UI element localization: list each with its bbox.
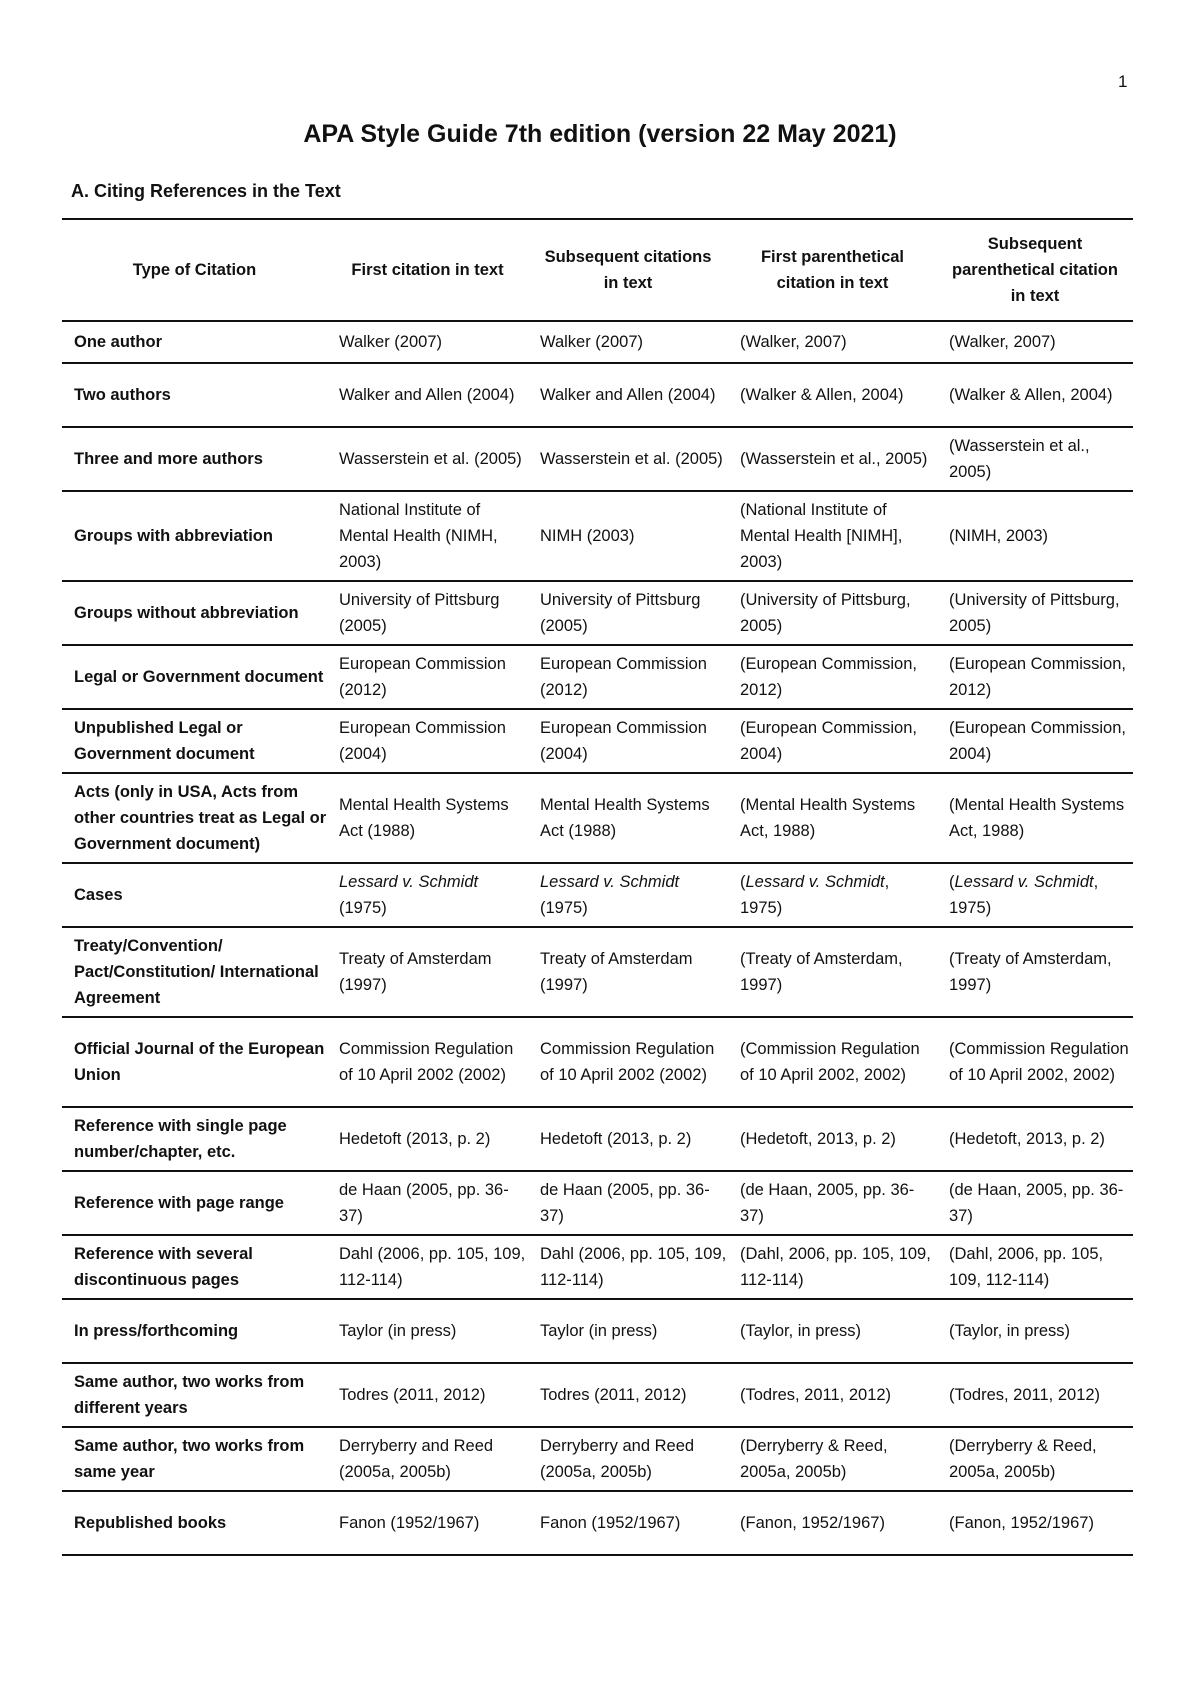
subsequent-citation: Wasserstein et al. (2005)	[528, 427, 728, 491]
subsequent-parenthetical: (de Haan, 2005, pp. 36-37)	[937, 1171, 1133, 1235]
table-row	[62, 1107, 1133, 1171]
subsequent-parenthetical: (Todres, 2011, 2012)	[937, 1363, 1133, 1427]
subsequent-citation	[528, 863, 728, 927]
first-citation: European Commission (2012)	[327, 645, 528, 709]
citation-type: Groups with abbreviation	[62, 491, 327, 581]
citation-type: Legal or Government document	[62, 645, 327, 709]
subsequent-parenthetical: (NIMH, 2003)	[937, 491, 1133, 581]
subsequent-citation: European Commission (2012)	[528, 645, 728, 709]
subsequent-citation: NIMH (2003)	[528, 491, 728, 581]
subsequent-parenthetical: (Derryberry & Reed, 2005a, 2005b)	[937, 1427, 1133, 1491]
subsequent-citation: Fanon (1952/1967)	[528, 1491, 728, 1555]
table-header-row	[62, 219, 1133, 321]
column-header-subsequent-citation: Subsequent citations in text	[528, 219, 728, 321]
case-name: Lessard v. Schmidt	[540, 873, 680, 891]
table-row	[62, 773, 1133, 863]
first-parenthetical: (National Institute of Mental Health [NIMH], 2003)	[728, 491, 937, 581]
table-row	[62, 1363, 1133, 1427]
case-year: 1975)	[949, 899, 992, 917]
citation-type: Reference with several discontinuous pages	[62, 1235, 327, 1299]
first-citation: Commission Regulation of 10 April 2002 (2002)	[327, 1017, 528, 1107]
column-header-first-citation: First citation in text	[327, 219, 528, 321]
first-citation: Fanon (1952/1967)	[327, 1491, 528, 1555]
first-citation: Walker (2007)	[327, 321, 528, 363]
first-parenthetical: (Walker & Allen, 2004)	[728, 363, 937, 427]
citation-type: Republished books	[62, 1491, 327, 1555]
case-name: Lessard v. Schmidt	[954, 873, 1094, 891]
first-citation: Hedetoft (2013, p. 2)	[327, 1107, 528, 1171]
citation-type: Acts (only in USA, Acts from other countries treat as Legal or Government document)	[62, 773, 327, 863]
table-row	[62, 709, 1133, 773]
first-citation: European Commission (2004)	[327, 709, 528, 773]
first-citation: Mental Health Systems Act (1988)	[327, 773, 528, 863]
subsequent-citation: Taylor (in press)	[528, 1299, 728, 1363]
column-header-first-parenthetical: First parenthetical citation in text	[728, 219, 937, 321]
first-parenthetical: (Taylor, in press)	[728, 1299, 937, 1363]
first-citation: Dahl (2006, pp. 105, 109, 112-114)	[327, 1235, 528, 1299]
first-citation: Taylor (in press)	[327, 1299, 528, 1363]
table-row	[62, 427, 1133, 491]
subsequent-citation: Dahl (2006, pp. 105, 109, 112-114)	[528, 1235, 728, 1299]
first-parenthetical: (Walker, 2007)	[728, 321, 937, 363]
first-parenthetical: (Todres, 2011, 2012)	[728, 1363, 937, 1427]
section-heading: A. Citing References in the Text	[71, 181, 341, 201]
subsequent-citation: Mental Health Systems Act (1988)	[528, 773, 728, 863]
table-row	[62, 863, 1133, 927]
table-row	[62, 1235, 1133, 1299]
first-parenthetical: (de Haan, 2005, pp. 36-37)	[728, 1171, 937, 1235]
document-title: APA Style Guide 7th edition (version 22 May 2021)	[303, 120, 897, 148]
subsequent-citation: Walker and Allen (2004)	[528, 363, 728, 427]
first-citation: de Haan (2005, pp. 36-37)	[327, 1171, 528, 1235]
table-row	[62, 645, 1133, 709]
first-parenthetical: (Dahl, 2006, pp. 105, 109, 112-114)	[728, 1235, 937, 1299]
citation-type: One author	[62, 321, 327, 363]
column-header-type: Type of Citation	[62, 219, 327, 321]
first-parenthetical: (Derryberry & Reed, 2005a, 2005b)	[728, 1427, 937, 1491]
subsequent-citation: European Commission (2004)	[528, 709, 728, 773]
subsequent-parenthetical: (Commission Regulation of 10 April 2002, 2002)	[937, 1017, 1133, 1107]
first-citation: National Institute of Mental Health (NIMH, 2003)	[327, 491, 528, 581]
subsequent-parenthetical: (Walker, 2007)	[937, 321, 1133, 363]
citation-type: Reference with single page number/chapter, etc.	[62, 1107, 327, 1171]
first-parenthetical: (European Commission, 2004)	[728, 709, 937, 773]
subsequent-parenthetical: (Hedetoft, 2013, p. 2)	[937, 1107, 1133, 1171]
first-citation	[327, 863, 528, 927]
subsequent-citation: Todres (2011, 2012)	[528, 1363, 728, 1427]
case-name: Lessard v. Schmidt	[745, 873, 885, 891]
subsequent-parenthetical: (Fanon, 1952/1967)	[937, 1491, 1133, 1555]
first-parenthetical: (Treaty of Amsterdam, 1997)	[728, 927, 937, 1017]
table-row	[62, 1491, 1133, 1555]
first-parenthetical: (Hedetoft, 2013, p. 2)	[728, 1107, 937, 1171]
subsequent-citation: Hedetoft (2013, p. 2)	[528, 1107, 728, 1171]
table-row	[62, 363, 1133, 427]
subsequent-parenthetical: (Treaty of Amsterdam, 1997)	[937, 927, 1133, 1017]
subsequent-parenthetical: (University of Pittsburg, 2005)	[937, 581, 1133, 645]
citation-type: Reference with page range	[62, 1171, 327, 1235]
first-parenthetical: (University of Pittsburg, 2005)	[728, 581, 937, 645]
subsequent-parenthetical: (Mental Health Systems Act, 1988)	[937, 773, 1133, 863]
citation-type: Cases	[62, 863, 327, 927]
subsequent-citation: Treaty of Amsterdam (1997)	[528, 927, 728, 1017]
table-row	[62, 321, 1133, 363]
case-year: (1975)	[540, 899, 588, 917]
table-row	[62, 1017, 1133, 1107]
subsequent-citation: de Haan (2005, pp. 36-37)	[528, 1171, 728, 1235]
table-row	[62, 1171, 1133, 1235]
first-citation: Walker and Allen (2004)	[327, 363, 528, 427]
citation-type: Two authors	[62, 363, 327, 427]
case-year: 1975)	[740, 899, 783, 917]
subsequent-parenthetical: (Lessard v. Schmidt, 1975)	[937, 863, 1133, 927]
first-citation: Todres (2011, 2012)	[327, 1363, 528, 1427]
subsequent-parenthetical: (Wasserstein et al., 2005)	[937, 427, 1133, 491]
subsequent-parenthetical: (Walker & Allen, 2004)	[937, 363, 1133, 427]
first-parenthetical: (Fanon, 1952/1967)	[728, 1491, 937, 1555]
subsequent-parenthetical: (Taylor, in press)	[937, 1299, 1133, 1363]
citation-type: Official Journal of the European Union	[62, 1017, 327, 1107]
subsequent-citation: Derryberry and Reed (2005a, 2005b)	[528, 1427, 728, 1491]
case-name: Lessard v. Schmidt	[339, 873, 479, 891]
first-parenthetical: (Wasserstein et al., 2005)	[728, 427, 937, 491]
citation-table	[62, 218, 1133, 1556]
citation-type: Treaty/Convention/ Pact/Constitution/ International Agreement	[62, 927, 327, 1017]
first-parenthetical: (Lessard v. Schmidt, 1975)	[728, 863, 937, 927]
first-citation: Treaty of Amsterdam (1997)	[327, 927, 528, 1017]
table-row	[62, 927, 1133, 1017]
page-number: 1	[1118, 72, 1128, 91]
citation-type: Three and more authors	[62, 427, 327, 491]
first-parenthetical: (Mental Health Systems Act, 1988)	[728, 773, 937, 863]
case-year: (1975)	[339, 899, 387, 917]
table-row	[62, 1299, 1133, 1363]
table-row	[62, 581, 1133, 645]
subsequent-citation: Walker (2007)	[528, 321, 728, 363]
subsequent-citation: University of Pittsburg (2005)	[528, 581, 728, 645]
table-row	[62, 491, 1133, 581]
subsequent-parenthetical: (European Commission, 2012)	[937, 645, 1133, 709]
column-header-subsequent-parenthetical: Subsequent parenthetical citation in text	[937, 219, 1133, 321]
first-citation: University of Pittsburg (2005)	[327, 581, 528, 645]
subsequent-parenthetical: (Dahl, 2006, pp. 105, 109, 112-114)	[937, 1235, 1133, 1299]
subsequent-parenthetical: (European Commission, 2004)	[937, 709, 1133, 773]
first-citation: Derryberry and Reed (2005a, 2005b)	[327, 1427, 528, 1491]
subsequent-citation: Commission Regulation of 10 April 2002 (2002)	[528, 1017, 728, 1107]
citation-type: Same author, two works from same year	[62, 1427, 327, 1491]
citation-type: Groups without abbreviation	[62, 581, 327, 645]
citation-type: Same author, two works from different years	[62, 1363, 327, 1427]
first-parenthetical: (European Commission, 2012)	[728, 645, 937, 709]
citation-type: In press/forthcoming	[62, 1299, 327, 1363]
table-row	[62, 1427, 1133, 1491]
first-parenthetical: (Commission Regulation of 10 April 2002, 2002)	[728, 1017, 937, 1107]
citation-type: Unpublished Legal or Government document	[62, 709, 327, 773]
first-citation: Wasserstein et al. (2005)	[327, 427, 528, 491]
